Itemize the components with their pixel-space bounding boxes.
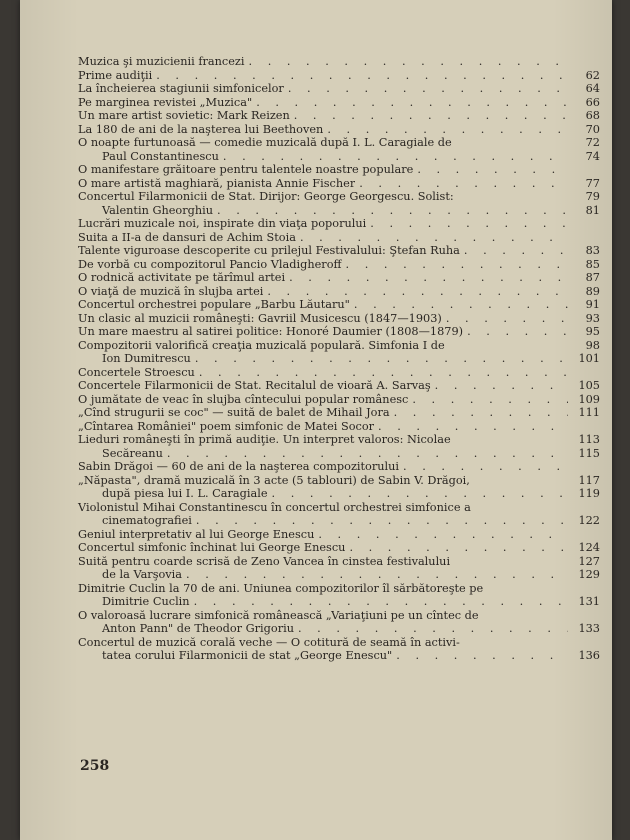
toc-entry-title-line2: Valentin Gheorghiu — [102, 203, 214, 217]
toc-entry-page: 95 — [585, 325, 600, 338]
toc-entry-title-line1: Concertul de muzică corală veche — O cotitură de seamă în activi- — [78, 635, 460, 649]
leader-dots — [412, 393, 568, 407]
leader-dots — [196, 514, 568, 528]
toc-entry — [78, 582, 600, 609]
toc-entry-title: La încheierea stagiunii simfonicelor — [78, 82, 284, 95]
toc-entry-page: 77 — [585, 176, 600, 190]
toc-entry-title: Un clasic al muzicii româneşti: Gavriil Musicescu (1847—1903) — [78, 311, 442, 325]
leader-dots — [256, 96, 568, 110]
toc-entry — [78, 217, 600, 231]
toc-entry-title-line1: Violonistul Mihai Constantinescu în concertul orchestrei simfonice a — [78, 500, 471, 514]
leader-dots — [446, 312, 568, 326]
toc-entry-title-line2: de la Varşovia — [102, 568, 183, 581]
toc-entry-page: 93 — [585, 311, 600, 325]
toc-entry-title: Pe marginea revistei „Muzica" — [78, 95, 253, 109]
toc-entry-page: 131 — [578, 595, 600, 608]
toc-entry-page: 85 — [585, 257, 600, 271]
toc-entry-page: 101 — [578, 352, 600, 365]
toc-entry-title-line2: Dimitrie Cuclin — [102, 595, 190, 608]
toc-entry-title-line1: O noapte furtunoasă — comedie muzicală după I. L. Caragiale de — [78, 136, 452, 149]
toc-entry-title: De vorbă cu compozitorul Pancio Vladigheroff — [78, 257, 342, 271]
book-page — [20, 0, 612, 840]
leader-dots — [327, 123, 568, 137]
leader-dots — [403, 460, 568, 474]
toc-entry-title: Talente viguroase descoperite cu prilejul Festivalului: Ştefan Ruha — [78, 244, 460, 257]
toc-entry-title-line1: Concertul Filarmonicii de Stat. Dirijor: George Georgescu. Solist: — [78, 190, 454, 203]
toc-entry — [78, 406, 600, 420]
toc-entry-title: Sabin Drăgoi — 60 de ani de la naşterea compozitorului — [78, 460, 400, 473]
toc-entry-title: Prime audiţii — [78, 68, 153, 82]
toc-entry-page: 81 — [585, 203, 600, 217]
leader-dots — [289, 271, 568, 285]
toc-entry-page: 127 — [578, 554, 600, 568]
page-number: 258 — [80, 758, 110, 774]
toc-entry-title: „Cînd strugurii se coc" — suită de balet de Mihail Jora — [78, 406, 390, 419]
toc-entry-title: O jumătate de veac în slujba cîntecului popular românesc — [78, 392, 409, 406]
toc-entry-title: O manifestare grăitoare pentru talentele noastre populare — [78, 163, 414, 176]
leader-dots — [467, 325, 568, 339]
toc-entry-title-line2: cinematografiei — [102, 514, 192, 527]
toc-entry-title-line1: Compozitorii valorifică creaţia muzicală populară. Simfonia I de — [78, 338, 445, 352]
leader-dots — [298, 622, 568, 636]
toc-entry-title: Concertele Filarmonicii de Stat. Recitalul de vioară A. Sarvaş — [78, 379, 431, 392]
toc-entry-title-line2: Ion Dumitrescu — [102, 352, 191, 365]
leader-dots — [370, 217, 568, 231]
leader-dots — [223, 150, 568, 164]
toc-entry-title: „Cîntarea României" poem simfonic de Matei Socor — [78, 419, 375, 433]
leader-dots — [435, 379, 568, 393]
leader-dots — [300, 231, 568, 245]
leader-dots — [249, 55, 568, 69]
leader-dots — [194, 595, 568, 609]
toc-entry-page: 91 — [585, 298, 600, 311]
leader-dots — [167, 447, 568, 461]
toc-entry-title: Un mare maestru al satirei politice: Honoré Daumier (1808—1879) — [78, 325, 464, 338]
leader-dots — [199, 366, 568, 380]
toc-entry-page: 79 — [585, 190, 600, 203]
toc-entry-page: 74 — [585, 149, 600, 163]
toc-entry-page: 133 — [578, 622, 600, 635]
toc-entry-title-line1: Suită pentru coarde scrisă de Zeno Vancea în cinstea festivalului — [78, 554, 451, 568]
leader-dots — [217, 204, 568, 218]
toc-entry — [78, 501, 600, 528]
leader-dots — [195, 352, 568, 366]
leader-dots — [288, 82, 568, 96]
toc-entry-page: 72 — [585, 136, 600, 149]
toc-entry-page: 83 — [585, 244, 600, 257]
leader-dots — [294, 109, 568, 123]
toc-entry-page: 111 — [578, 406, 600, 419]
toc-entry-title: Suita a II-a de dansuri de Achim Stoia — [78, 230, 296, 244]
toc-entry-title-line2: Anton Pann" de Theodor Grigoriu — [102, 622, 294, 635]
toc-entry-page: 70 — [585, 122, 600, 136]
toc-entry-title: Concertul orchestrei populare „Barbu Lăutaru" — [78, 298, 350, 311]
leader-dots — [267, 285, 568, 299]
toc-entry — [78, 609, 600, 636]
toc-entry — [78, 190, 600, 217]
toc-entry-page: 122 — [578, 514, 600, 527]
toc-entry-title: Concertele Stroescu — [78, 365, 195, 379]
leader-dots — [186, 568, 568, 582]
toc-entry-page: 136 — [578, 649, 600, 662]
toc-entry-page: 89 — [585, 284, 600, 298]
toc-entry-title: Lucrări muzicale noi, inspirate din viaţa poporului — [78, 217, 367, 230]
toc-entry-title: Geniul interpretativ al lui George Enescu — [78, 527, 315, 541]
toc-entry-title-line2: tatea corului Filarmonicii de stat „George Enescu" — [102, 649, 393, 662]
toc-entry-page: 62 — [585, 68, 600, 82]
leader-dots — [346, 258, 568, 272]
toc-entry-page: 115 — [578, 446, 600, 460]
leader-dots — [354, 298, 568, 312]
toc-entry — [78, 339, 600, 366]
leader-dots — [156, 69, 568, 83]
toc-entry-title-line1: Lieduri româneşti în primă audiţie. Un interpret valoros: Nicolae — [78, 433, 451, 446]
toc-entry-title: Un mare artist sovietic: Mark Reizen — [78, 109, 290, 122]
toc-entry-page: 98 — [585, 338, 600, 352]
toc-entry-page: 117 — [578, 473, 600, 487]
toc-entry-page: 66 — [585, 95, 600, 109]
leader-dots — [378, 420, 568, 434]
leader-dots — [359, 177, 568, 191]
leader-dots — [394, 406, 568, 420]
leader-dots — [417, 163, 568, 177]
toc-entry-title: O rodnică activitate pe tărîmul artei — [78, 271, 286, 284]
toc-entry — [78, 555, 600, 582]
leader-dots — [318, 528, 568, 542]
toc-entry-title-line1: O valoroasă lucrare simfonică românească „Variaţiuni pe un cîntec de — [78, 608, 479, 622]
leader-dots — [396, 649, 568, 663]
toc-entry-page: 68 — [585, 109, 600, 122]
toc-entry — [78, 136, 600, 163]
toc-entry-title-line2: Paul Constantinescu — [102, 149, 219, 163]
toc-entry-page: 119 — [578, 487, 600, 500]
toc-entry-title: Concertul simfonic închinat lui George Enescu — [78, 541, 346, 554]
toc-entry — [78, 474, 600, 501]
toc-entry-title: O viaţă de muzică în slujba artei — [78, 284, 264, 298]
toc-entry-title: La 180 de ani de la naşterea lui Beethoven — [78, 122, 324, 136]
leader-dots — [349, 541, 568, 555]
toc-entry-title-line2: după piesa lui I. L. Caragiale — [102, 487, 268, 500]
toc-entry-title-line1: Dimitrie Cuclin la 70 de ani. Uniunea compozitorilor îl sărbătoreşte pe — [78, 581, 484, 595]
toc-entry-page: 129 — [578, 568, 600, 581]
toc-entry — [78, 433, 600, 460]
toc-entry-page: 109 — [578, 392, 600, 406]
toc-entry-page: 87 — [585, 271, 600, 284]
toc-entry-page: 124 — [578, 541, 600, 554]
toc-entry-page: 105 — [578, 379, 600, 392]
toc-entry-title-line2: Secăreanu — [102, 446, 163, 460]
toc-entry-page: 113 — [578, 433, 600, 446]
toc-entry-page: 64 — [585, 82, 600, 95]
leader-dots — [272, 487, 568, 501]
toc-entry-title-line1: „Năpasta", dramă muzicală în 3 acte (5 tablouri) de Sabin V. Drăgoi, — [78, 473, 470, 487]
toc-entry-title: O mare artistă maghiară, pianista Annie Fischer — [78, 176, 356, 190]
toc-entry-title: Muzica şi muzicienii francezi — [78, 55, 245, 68]
toc-entry — [78, 636, 600, 663]
leader-dots — [464, 244, 568, 258]
table-of-contents — [78, 55, 600, 663]
